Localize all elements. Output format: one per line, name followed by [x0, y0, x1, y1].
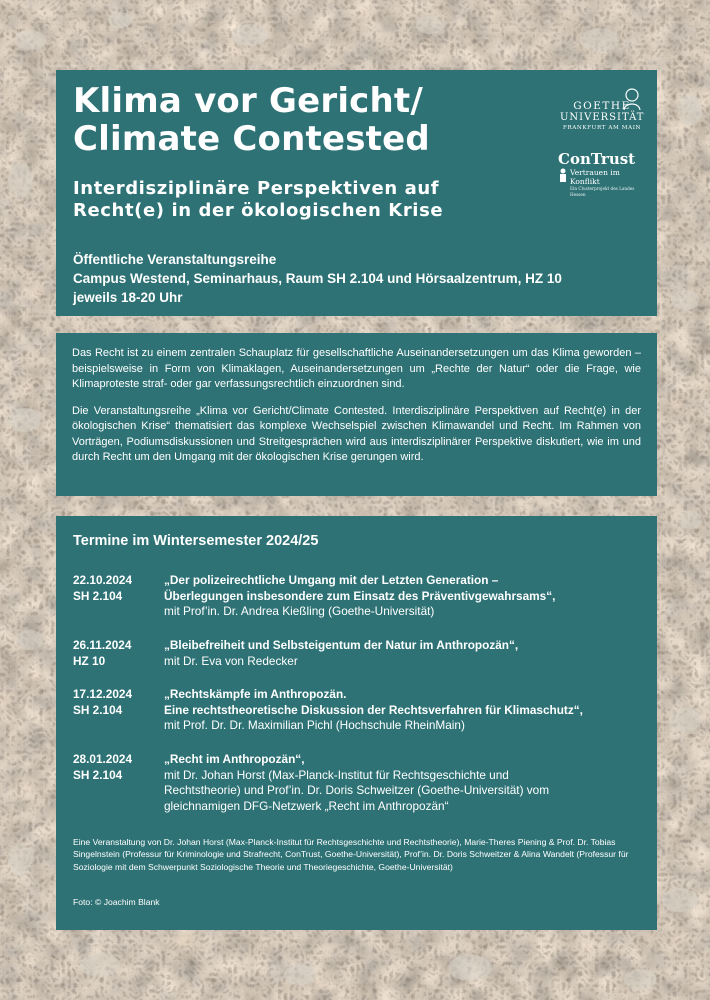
contrust-tagline: Vertrauen im Konflikt	[570, 168, 620, 186]
event-speaker: Rechtstheorie) und Prof’in. Dr. Doris Schweitzer (Goethe-Universität) vom	[164, 783, 550, 797]
goethe-logo-line-2: UNIVERSITÄT	[560, 112, 645, 123]
event-subtitle	[73, 178, 443, 222]
event-speaker: mit Prof’in. Dr. Andrea Kießling (Goethe-Universität)	[164, 604, 435, 618]
title-line-1: Klima vor Gericht/	[73, 81, 424, 121]
event-title-line: Eine rechtstheoretische Diskussion der Rechtsverfahren für Klimaschutz“,	[164, 702, 583, 717]
subtitle-line-1: Interdisziplinäre Perspektiven auf	[73, 178, 440, 199]
contrust-logo	[558, 150, 646, 198]
event-room: SH 2.104	[73, 588, 123, 603]
title-line-2: Climate Contested	[73, 119, 430, 159]
program-heading: Termine im Wintersemester 2024/25	[73, 533, 319, 549]
time: jeweils 18-20 Uhr	[73, 290, 183, 305]
event-speaker: mit Dr. Eva von Redecker	[164, 653, 298, 668]
location: Campus Westend, Seminarhaus, Raum SH 2.104 und Hörsaalzentrum, HZ 10	[73, 271, 562, 286]
contrust-figure-icon	[558, 168, 568, 182]
event-date: 22.10.2024	[73, 573, 133, 587]
photo-credit: Foto: © Joachim Blank	[73, 897, 160, 907]
event-date: 28.01.2024	[73, 752, 133, 766]
header-panel	[56, 70, 657, 316]
intro-paragraph-1: Das Recht ist zu einem zentralen Schauplatz für gesellschaftliche Auseinandersetzungen um das Klima geworden – beispielsweise in Form von Klimaklagen, Auseinandersetzungen um „Rechte der Natur“ oder die Frage, wie Klimaproteste straf- oder gar verfassungsrechtlich einzuordnen sind.	[72, 347, 641, 390]
goethe-logo-line-3: FRANKFURT AM MAIN	[562, 125, 642, 131]
event-title-line: „Rechtskämpfe im Anthropozän.	[164, 687, 347, 701]
event-title-line: „Recht im Anthropozän“,	[164, 752, 305, 766]
contrust-small-text: Ein Clusterprojekt des Landes Hessen	[570, 186, 635, 197]
subtitle-line-2: Recht(e) in der ökologischen Krise	[73, 200, 444, 221]
event-room: SH 2.104	[73, 702, 123, 717]
event-date: 26.11.2024	[73, 638, 132, 652]
event-speaker: mit Dr. Johan Horst (Max-Planck-Institut für Rechtsgeschichte und	[164, 767, 509, 782]
series-label: Öffentliche Veranstaltungsreihe	[73, 252, 277, 267]
organizer-credits: Eine Veranstaltung von Dr. Johan Horst (Max-Planck-Institut für Rechtsgeschichte und Rechtstheorie), Marie-Theres Piening & Prof. Dr. Tobias Singelnstein (Professur für Kriminologie und Strafrecht, ConTrust, Goethe-Universität), Prof’in. Dr. Doris Schweitzer & Alina Wandelt (Professur für Soziologie mit dem Schwerpunkt Soziologische Theorie und Theoriegeschichte, Goethe-Universität)	[73, 837, 629, 872]
goethe-university-logo	[560, 86, 644, 132]
program-panel	[56, 516, 657, 930]
series-info	[73, 250, 562, 307]
event-speaker: gleichnamigen DFG-Netzwerk „Recht im Anthropozän“	[164, 798, 449, 813]
intro-panel	[56, 333, 657, 496]
goethe-portrait-icon	[620, 86, 644, 110]
event-date: 17.12.2024	[73, 687, 133, 701]
event-room: HZ 10	[73, 653, 106, 668]
event-title-line: Überlegungen insbesondere zum Einsatz des Präventivgewahrsams“,	[164, 588, 556, 603]
event-room: SH 2.104	[73, 767, 123, 782]
event-title-line: „Der polizeirechtliche Umgang mit der Letzten Generation –	[164, 573, 499, 587]
goethe-logo-line-1: GOETHE	[573, 100, 631, 112]
event-title-line: „Bleibefreiheit und Selbsteigentum der Natur im Anthropozän“,	[164, 638, 519, 652]
event-title	[73, 82, 430, 158]
intro-paragraph-2: Die Veranstaltungsreihe „Klima vor Gericht/Climate Contested. Interdisziplinäre Perspektiven auf Recht(e) in der ökologischen Krise“ thematisiert das komplexe Wechselspiel zwischen Klimawandel und Recht. Im Rahmen von Vorträgen, Podiumsdiskussionen und Streitgesprächen wird aus interdisziplinärer Perspektive diskutiert, wie im und durch Recht um den Umgang mit der ökologischen Krise gerungen wird.	[72, 404, 641, 463]
event-speaker: mit Prof. Dr. Dr. Maximilian Pichl (Hochschule RheinMain)	[164, 718, 465, 732]
contrust-name: ConTrust	[558, 150, 636, 168]
